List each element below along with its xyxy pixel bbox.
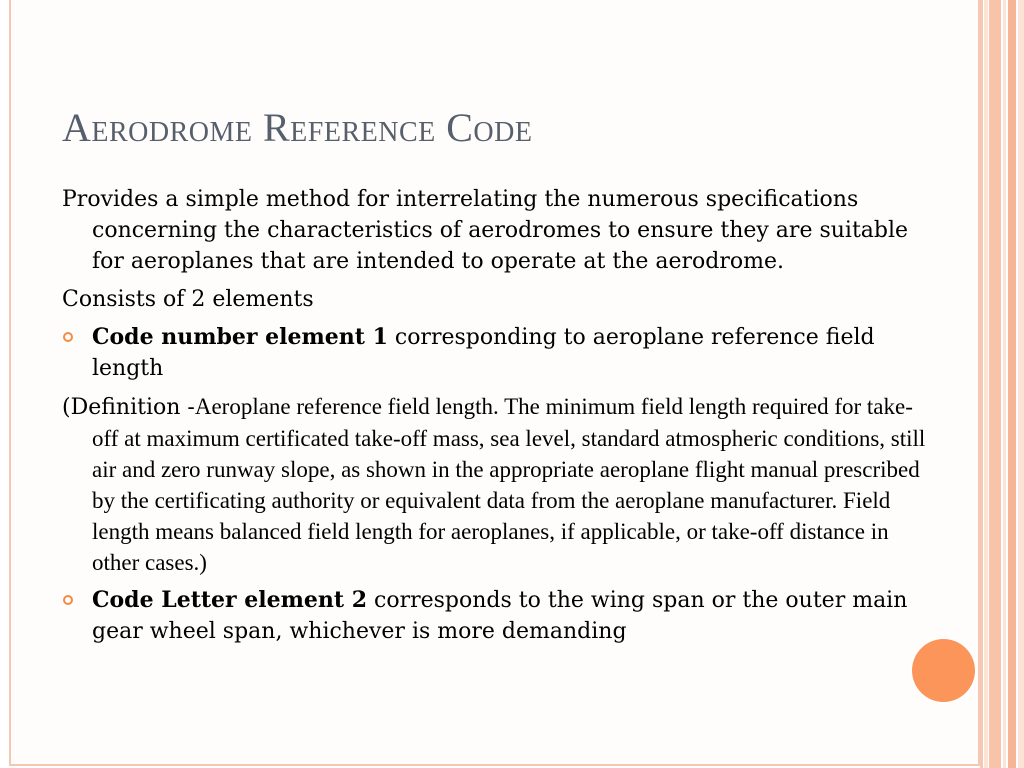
bullet-text: corresponds to the wing span or the outer main gear wheel span, whichever is more demanding — [92, 588, 908, 644]
decorative-stripe — [1018, 0, 1024, 768]
definition-lead: (Definition - — [62, 395, 195, 420]
definition-text: Aeroplane reference field length. The minimum field length required for take-off at maximum certificated take-off mass, sea level, standard atmospheric conditions, still air and zero runway slope, as shown in the appropriate aeroplane flight manual prescribed by the certificating authority or equivalent data from the aeroplane manufacturer. Field length means balanced field length for aeroplanes, if applicable, or take-off distance in other cases.) — [92, 394, 926, 575]
decorative-stripe — [980, 0, 983, 768]
bullet-code-letter — [62, 585, 932, 647]
slide-title: Aerodrome Reference Code — [62, 105, 533, 150]
decorative-stripe — [989, 0, 1001, 768]
bullet-text: corresponding to aeroplane reference field length — [92, 325, 875, 381]
orange-circle — [912, 639, 975, 702]
slide-body — [62, 184, 932, 654]
circle-bullet-icon — [63, 332, 73, 342]
decorative-stripe — [984, 0, 988, 768]
circle-bullet-icon — [63, 595, 73, 605]
bullet-bold-text: Code Letter element 2 — [92, 587, 368, 613]
consists-paragraph: Consists of 2 elements — [62, 287, 314, 312]
bullet-code-number — [62, 322, 932, 384]
decorative-stripe — [1008, 0, 1016, 768]
bullet-bold-text: Code number element 1 — [92, 324, 388, 350]
intro-paragraph: Provides a simple method for interrelating the numerous specifications concerning the characteristics of aerodromes to ensure they are suitable for aeroplanes that are intended to operate at the aerodrome. — [62, 187, 909, 274]
definition-paragraph — [62, 391, 932, 578]
decorative-stripe — [1003, 0, 1006, 768]
